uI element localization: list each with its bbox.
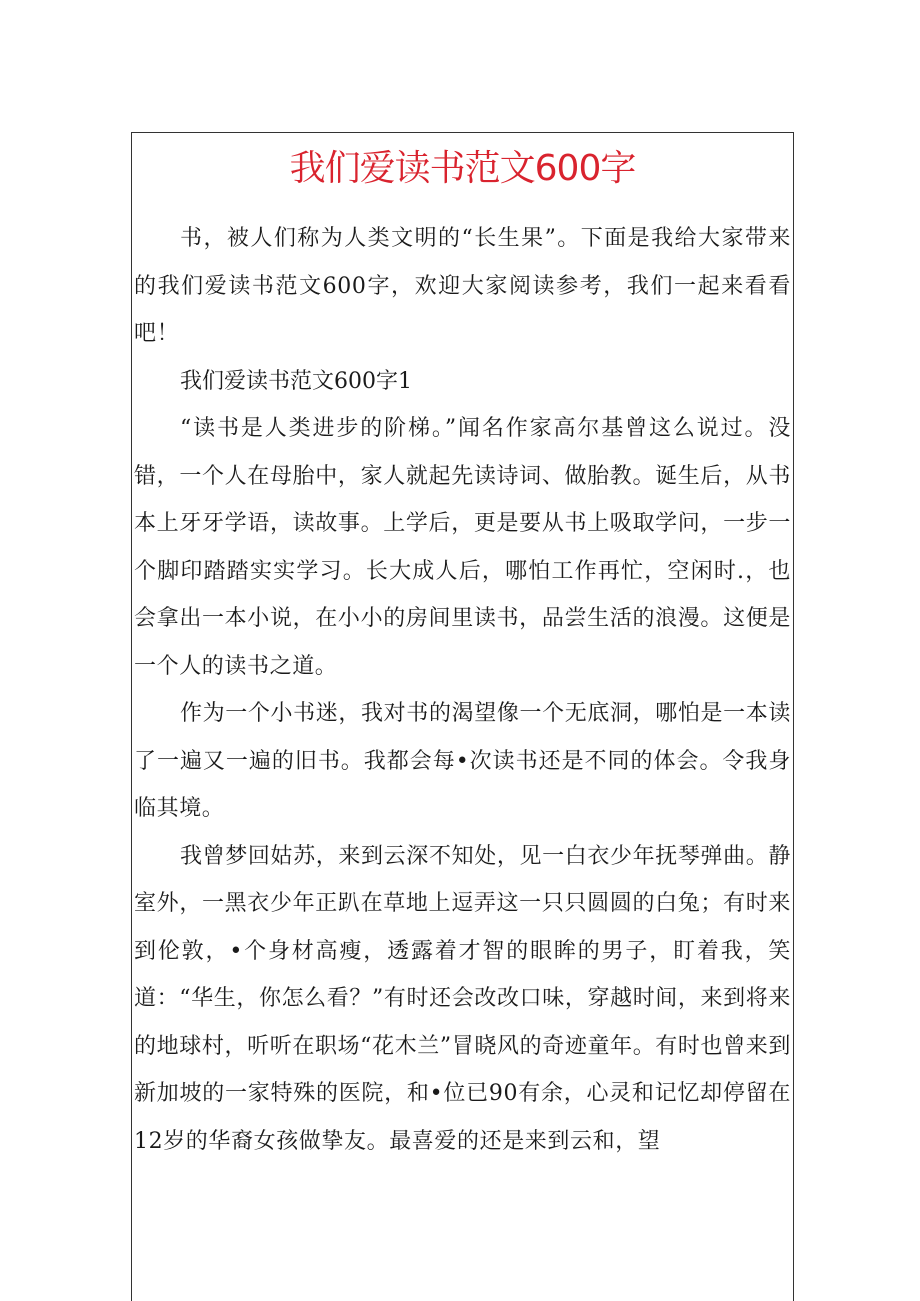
body-paragraph-1: “读书是人类进步的阶梯。”闻名作家高尔基曾这么说过。没错，一个人在母胎中，家人就起先读诗词、做胎教。诞生后，从书本上牙牙学语，读故事。上学后，更是要从书上吸取学问，一步一个脚印踏踏实实学习。长大成人后，哪怕工作再忙，空闲时.，也会拿出一本小说，在小小的房间里读书，品尝生活的浪漫。这便是一个人的读书之道。: [134, 416, 791, 679]
document-title: 我们爱读书范文600字: [289, 148, 636, 189]
document-body: [134, 215, 791, 1165]
body-paragraph-2: 作为一个小书迷，我对书的渴望像一个无底洞，哪怕是一本读了一遍又一遍的旧书。我都会每•次读书还是不同的体会。令我身临其境。: [134, 701, 791, 821]
section-heading: 我们爱读书范文600字1: [180, 368, 412, 394]
intro-paragraph: 书，被人们称为人类文明的“长生果”。下面是我给大家带来的我们爱读书范文600字，欢迎大家阅读参考，我们一起来看看吧！: [134, 226, 791, 346]
body-paragraph-3: 我曾梦回姑苏，来到云深不知处，见一白衣少年抚琴弹曲。静室外，一黑衣少年正趴在草地上逗弄这一只只圆圆的白兔；有时来到伦敦，•个身材高瘦，透露着才智的眼眸的男子，盯着我，笑道：“华生，你怎么看？”有时还会改改口味，穿越时间，来到将来的地球村，听听在职场“花木兰”冒晓风的奇迹童年。有时也曾来到新加坡的一家特殊的医院，和•位已90有余，心灵和记忆却停留在12岁的华裔女孩做挚友。最喜爱的还是来到云和，望: [134, 843, 791, 1154]
document-frame: [131, 132, 794, 1301]
